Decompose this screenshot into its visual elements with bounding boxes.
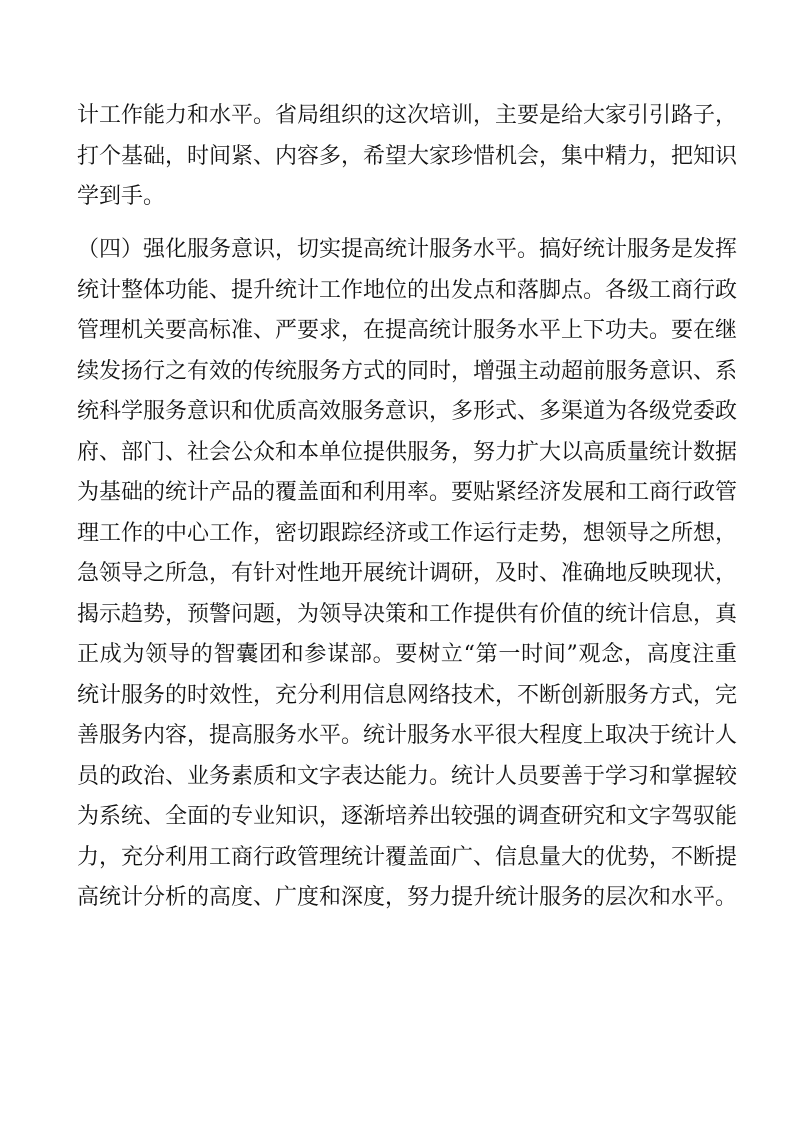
paragraph-statistics-service bbox=[77, 230, 737, 919]
text-line: 续发扬行之有效的传统服务方式的同时，增强主动超前服务意识、系 bbox=[77, 358, 738, 384]
text-line: 统科学服务意识和优质高效服务意识，多形式、多渠道为各级党委政 bbox=[77, 399, 738, 424]
text-line: 理工作的中心工作，密切跟踪经济或工作运行走势，想领导之所想， bbox=[77, 520, 738, 546]
paragraph-training bbox=[77, 96, 737, 218]
text-line: 善服务内容，提高服务水平。统计服务水平很大程度上取决于统计人 bbox=[77, 723, 738, 748]
text-line: 力，充分利用工商行政管理统计覆盖面广、信息量大的优势，不断提 bbox=[77, 844, 738, 870]
text-line: 管理机关要高标准、严要求，在提高统计服务水平上下功夫。要在继 bbox=[77, 318, 738, 343]
text-line: 正成为领导的智囊团和参谋部。要树立“第一时间”观念，高度注重 bbox=[77, 642, 737, 667]
text-line: 打个基础，时间紧、内容多，希望大家珍惜机会，集中精力，把知识 bbox=[77, 143, 738, 169]
text-line: 为基础的统计产品的覆盖面和利用率。要贴紧经济发展和工商行政管 bbox=[77, 480, 738, 505]
text-line: 员的政治、业务素质和文字表达能力。统计人员要善于学习和掌握较 bbox=[77, 763, 738, 789]
text-line: 为系统、全面的专业知识，逐渐培养出较强的调查研究和文字驾驭能 bbox=[77, 804, 738, 829]
text-line: 学到手。 bbox=[77, 184, 166, 209]
text-line: 府、部门、社会公众和本单位提供服务，努力扩大以高质量统计数据 bbox=[77, 439, 738, 465]
text-line: 统计整体功能、提升统计工作地位的出发点和落脚点。各级工商行政 bbox=[77, 277, 738, 303]
text-line: 统计服务的时效性，充分利用信息网络技术，不断创新服务方式，完 bbox=[77, 682, 738, 708]
text-line: 高统计分析的高度、广度和深度，努力提升统计服务的层次和水平。 bbox=[77, 885, 738, 910]
text-line: （四）强化服务意识，切实提高统计服务水平。搞好统计服务是发挥 bbox=[77, 237, 738, 262]
text-line: 揭示趋势，预警问题，为领导决策和工作提供有价值的统计信息，真 bbox=[77, 601, 738, 627]
text-line: 急领导之所急，有针对性地开展统计调研，及时、准确地反映现状， bbox=[77, 561, 738, 586]
text-line: 计工作能力和水平。省局组织的这次培训，主要是给大家引引路子， bbox=[77, 103, 738, 128]
